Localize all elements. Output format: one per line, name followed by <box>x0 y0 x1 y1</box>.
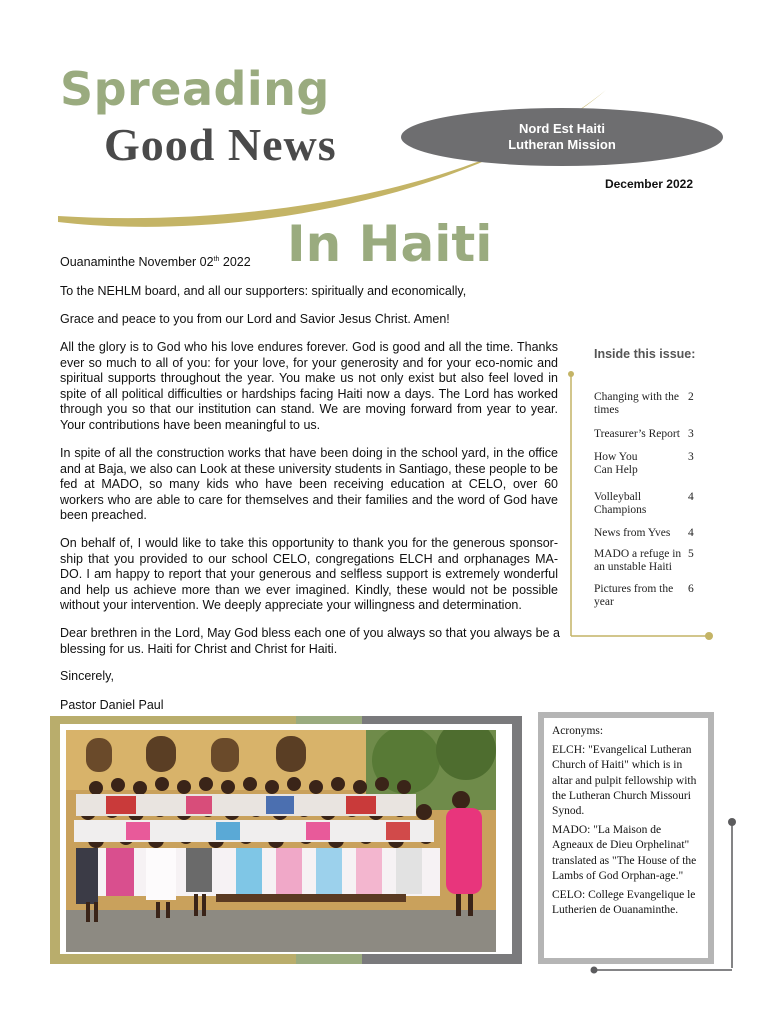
mission-name-line1: Nord Est Haiti <box>519 121 605 136</box>
letter-closing: Sincerely, <box>60 669 114 683</box>
photo-frame-top-mid <box>296 716 362 724</box>
letter-paragraph-behalf: On behalf of, I would like to take this opportunity to thank you for the generous sponsor-ship that you provided to our school CELO, congregations ELCH and orphanages MA-DO. I am happy to report that your generous and selfless support is extremely wonderful and help us achieve more than we ever imagined. Kindly, these would not be possible without your intervention. We deeply appreciate your willingness and determination. <box>60 536 558 613</box>
photo-frame-left <box>50 716 60 964</box>
photo-frame-bottom-left <box>50 954 296 964</box>
letter-paragraph-construction: In spite of all the construction works that have been doing in the school yard, in the office and at Baja, we also can Look at these university students in Santiago, these people to be fed at MADO, so many kids who have been receiving education at CELO, over 60 workers who are able to care for themselves and their families and the word of God have been preached. <box>60 446 558 523</box>
acronyms-heading: Acronyms: <box>552 725 604 737</box>
group-photo-illustration <box>66 730 496 952</box>
toc-item-volleyball[interactable]: Volleyball Champions <box>594 491 647 516</box>
dateline-place: Ouanaminthe November 02 <box>60 255 214 269</box>
toc-page-news-from-yves: 4 <box>688 527 694 539</box>
toc-page-mado-refuge: 5 <box>688 548 694 560</box>
letter-grace: Grace and peace to you from our Lord and Savior Jesus Christ. Amen! <box>60 312 450 326</box>
acronym-elch: ELCH: "Evangelical Lutheran Church of Haiti" which is in altar and pulpit fellowship with the Lutheran Church Missouri Synod. <box>552 744 697 818</box>
masthead-title-spreading: Spreading <box>60 62 330 116</box>
photo-frame-top-right <box>362 716 522 724</box>
toc-item-mado-refuge[interactable]: MADO a refuge in an unstable Haiti <box>594 548 682 573</box>
issue-date: December 2022 <box>604 177 693 191</box>
toc-page-how-you-can-help: 3 <box>688 451 694 463</box>
acronyms-frame-line <box>590 818 740 978</box>
letter-signature: Pastor Daniel Paul <box>60 698 164 712</box>
mission-name-badge <box>401 108 723 166</box>
toc-page-treasurer: 3 <box>688 428 694 440</box>
photo-frame-bottom-right <box>362 954 522 964</box>
toc-item-treasurer[interactable]: Treasurer’s Report <box>594 428 680 440</box>
letter-paragraph-glory: All the glory is to God who his love endures forever. God is good and all the time. Thanks ever so much to all of you: for your love, for your generosity and for your eco-nomic and spiritual supports throughout the year. You make us not only exist but also feel loved in spite of all political difficulties or hardships facing Haiti now a days. The Lord has worked through you so that our institution can stand. We are moving forward from year to year. Your contributions have been meaningful to us. <box>60 340 558 432</box>
toc-item-how-you-can-help[interactable]: How You Can Help <box>594 451 638 476</box>
photo-frame-bottom-mid <box>296 954 362 964</box>
letter-paragraph-blessing: Dear brethren in the Lord, May God bless each one of you always so that you always be a blessing for us. Haiti for Christ and Christ for Haiti. <box>60 626 560 656</box>
toc-heading: Inside this issue: <box>594 347 696 361</box>
group-photo-children <box>66 730 496 952</box>
dateline-year: 2022 <box>219 255 251 269</box>
toc-item-news-from-yves[interactable]: News from Yves <box>594 527 671 539</box>
letter-greeting: To the NEHLM board, and all our supporters: spiritually and economically, <box>60 284 467 298</box>
photo-frame-top-left <box>50 716 296 724</box>
masthead-title-good-news: Good News <box>104 119 337 170</box>
letter-dateline <box>60 255 251 269</box>
dateline-ordinal: th <box>213 255 220 263</box>
toc-item-changing[interactable]: Changing with the times <box>594 391 679 416</box>
acronym-mado: MADO: "La Maison de Agneaux de Dieu Orphelinat" translated as "The House of the Lambs of God Orphan-age." <box>552 824 697 882</box>
toc-item-pictures[interactable]: Pictures from the year <box>594 583 674 608</box>
acronym-celo: CELO: College Evangelique le Lutherien de Ouanaminthe. <box>552 889 696 917</box>
masthead-title-in-haiti: In Haiti <box>287 215 493 273</box>
toc-page-pictures: 6 <box>688 583 694 595</box>
toc-page-changing: 2 <box>688 391 694 403</box>
toc-page-volleyball: 4 <box>688 491 694 503</box>
photo-frame-right <box>512 716 522 964</box>
mission-name-line2: Lutheran Mission <box>508 137 616 152</box>
